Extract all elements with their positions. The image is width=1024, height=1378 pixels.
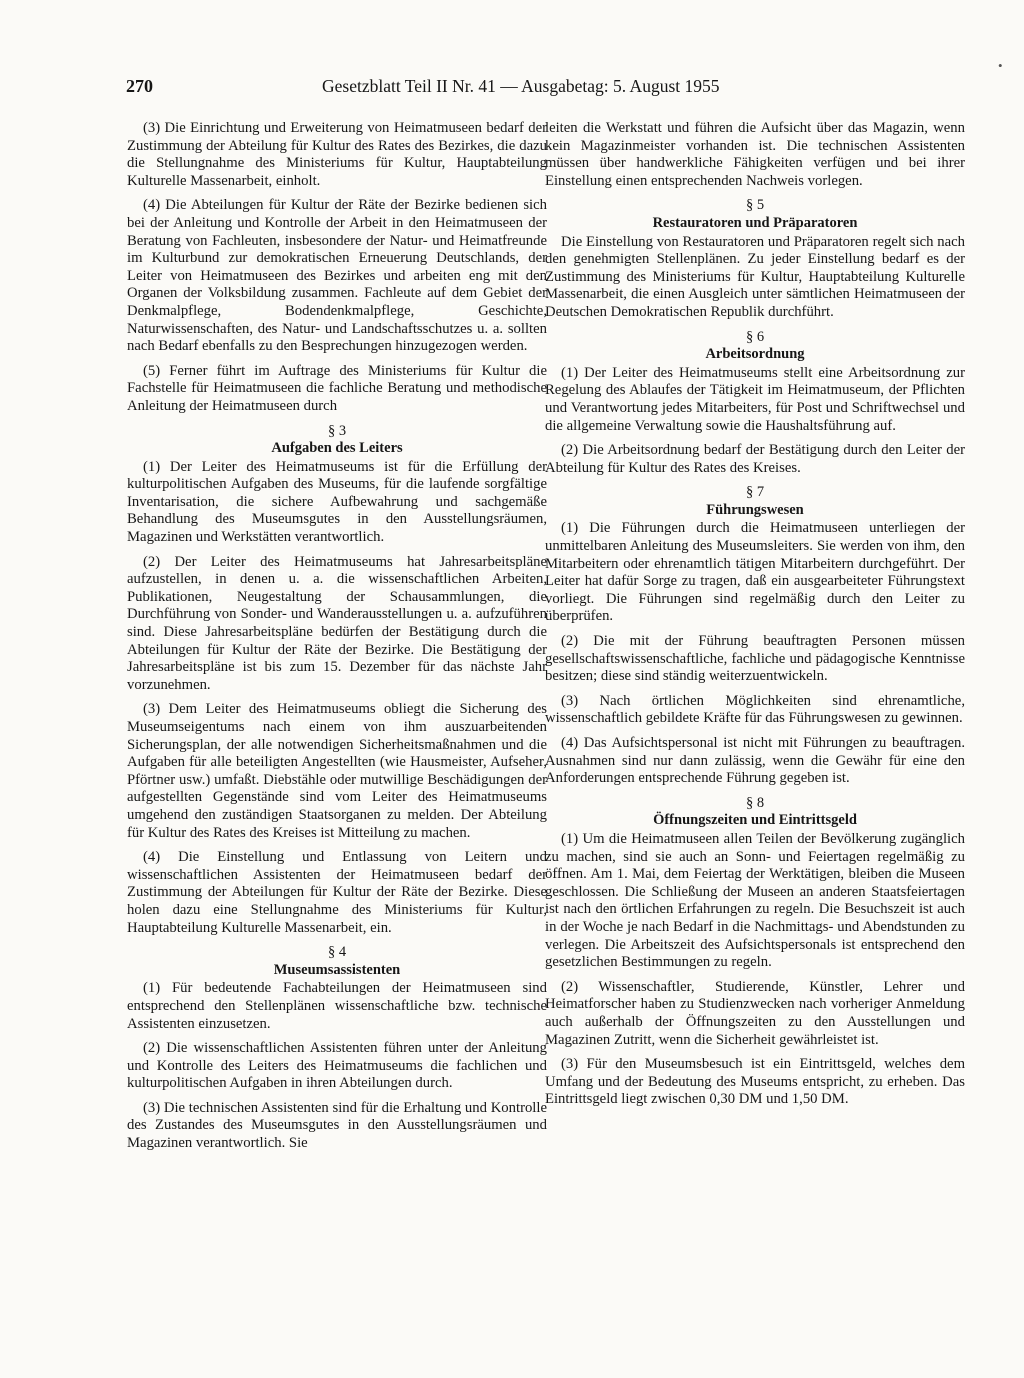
section-number: § 8: [745, 794, 765, 811]
paragraph-continuation: leiten die Werkstatt und führen die Aufsicht über das Magazin, wenn kein Magazinmeister vorhanden ist. Die technischen Assistenten müssen über handwerkliche Fähigkeiten verfügen und bei ihrer Einstellung einen entsprechenden Nachweis vorlegen.: [545, 120, 965, 189]
paragraph: (5) Ferner führt im Auftrage des Ministeriums für Kultur die Fachstelle für Heimatmuseen die fachliche Beratung und methodische Anleitung der Heimatmuseen durch: [127, 362, 547, 414]
section-title: Museumsassistenten: [273, 961, 401, 978]
paragraph: (2) Die mit der Führung beauftragten Personen müssen gesellschaftswissenschaftliche, fachliche und pädagogische Kenntnisse besitzen; diese sind ständig weiterzuentwickeln.: [545, 633, 965, 685]
header-title: Gesetzblatt Teil II Nr. 41 — Ausgabetag: 5. August 1955: [322, 76, 720, 96]
left-column: [127, 120, 547, 1160]
section-number: § 7: [745, 484, 765, 501]
paragraph: (3) Die Einrichtung und Erweiterung von Heimatmuseen bedarf der Zustimmung der Abteilung für Kultur des Rates des Bezirkes, die dazu die Stellungnahme des Ministeriums für Kultur, Hauptabteilung Kulturelle Massenarbeit, einholt.: [127, 120, 547, 189]
paragraph: (2) Die Arbeitsordnung bedarf der Bestätigung durch den Leiter der Abteilung für Kultur des Rates des Kreises.: [545, 442, 965, 476]
section-title: Aufgaben des Leiters: [271, 440, 403, 457]
edge-mark: •: [998, 58, 1003, 73]
page-header: [126, 76, 786, 100]
paragraph: (3) Dem Leiter des Heimatmuseums obliegt die Sicherung des Museumseigentums nach einem von ihm auszuarbeitenden Sicherungsplan, der alle notwendigen Sicherheitsmaßnahmen und die Aufgaben für alle beteiligten Angestellten (wie Hausmeister, Aufseher, Pförtner usw.) umfaßt. Diebstähle oder mutwillige Beschädigungen der aufgestellten Gegenstände sind vom Leiter des Heimatmuseums umgehend den zuständigen Staatsorganen zu melden. Der Abteilung für Kultur des Rates des Kreises ist Mitteilung zu machen.: [127, 701, 547, 841]
section-number: § 5: [745, 197, 765, 214]
paragraph: (4) Die Abteilungen für Kultur der Räte der Bezirke bedienen sich bei der Anleitung und Kontrolle der Arbeit in den Heimatmuseen der Beratung von Fachleuten, insbesondere der Natur- und Heimatfreunde im Kulturbund zur demokratischen Erneuerung Deutschlands, der Leiter von Heimatmuseen des Bezirkes und arbeiten eng mit den Organen der Volksbildung zusammen. Fachleute auf dem Gebiet der Denkmalpflege, Bodendenkmalpflege, Geschichte, Naturwissenschaften, des Natur- und Landschaftsschutzes u. a. sollten nach Bedarf ebenfalls zu den Besprechungen hinzugezogen werden.: [127, 197, 547, 355]
paragraph: (2) Der Leiter des Heimatmuseums hat Jahresarbeitspläne aufzustellen, in denen u. a. die wissenschaftlichen Arbeiten, Publikationen, Neugestaltung der Schausammlungen, die Durchführung von Sonder- und Wanderausstellungen u. a. aufzuführen sind. Diese Jahresarbeitspläne bedürfen der Bestätigung durch die Abteilungen für Kultur der Räte der Bezirke. Die Bestätigung der Jahresarbeitspläne ist bis zum 15. Dezember für das nächste Jahr vorzunehmen.: [127, 553, 547, 693]
paragraph: (1) Der Leiter des Heimatmuseums ist für die Erfüllung der kulturpolitischen Aufgaben des Museums, für die laufende sorgfältige Inventarisation, die sichere Aufbewahrung und sachgemäße Behandlung des Museumsgutes in den Ausstellungsräumen, Magazinen und Werkstätten verantwortlich.: [127, 458, 547, 546]
paragraph: (3) Die technischen Assistenten sind für die Erhaltung und Kontrolle des Zustandes des Museumsgutes in den Ausstellungsräumen und Magazinen verantwortlich. Sie: [127, 1099, 547, 1152]
paragraph: (4) Die Einstellung und Entlassung von Leitern und wissenschaftlichen Assistenten der Heimatmuseen bedarf der Zustimmung der Abteilungen für Kultur der Räte der Bezirke. Diese holen dazu eine Stellungnahme des Ministeriums für Kultur, Hauptabteilung Kulturelle Massenarbeit, ein.: [127, 849, 547, 936]
paragraph: (1) Für bedeutende Fachabteilungen der Heimatmuseen sind entsprechend den Stellenplänen wissenschaftliche bzw. technische Assistenten einzusetzen.: [127, 980, 547, 1032]
paragraph: (1) Der Leiter des Heimatmuseums stellt eine Arbeitsordnung zur Regelung des Ablaufes der Tätigkeit im Heimatmuseum, der Pflichten und Verantwortung jedes Mitarbeiters, für Post und Schriftwechsel und die allgemeine Verwaltung sowie die Haushaltsführung auf.: [545, 364, 965, 434]
section-title: Arbeitsordnung: [705, 346, 805, 363]
paragraph: (3) Nach örtlichen Möglichkeiten sind ehrenamtliche, wissenschaftlich gebildete Kräfte für das Führungswesen zu gewinnen.: [545, 692, 965, 727]
paragraph: (2) Wissenschaftler, Studierende, Künstler, Lehrer und Heimatforscher haben zu Studienzwecken nach vorheriger Anmeldung auch außerhalb der Öffnungszeiten zu den Ausstellungen und Magazinen Zutritt, wenn die Sicherheit gewährleistet ist.: [545, 978, 965, 1048]
section-number: § 6: [745, 328, 765, 345]
page-number: 270: [126, 76, 153, 96]
paragraph: (1) Die Führungen durch die Heimatmuseen unterliegen der unmittelbaren Anleitung des Museumsleiters. Sie werden von ihm, den Mitarbeitern oder ehrenamtlich tätigen Mitarbeitern durchgeführt. Der Leiter hat dafür Sorge zu tragen, daß ein ausgearbeiteter Führungstext vorliegt. Die Führungen sind regelmäßig durch den Leiter zu überprüfen.: [545, 520, 965, 625]
right-column: [545, 120, 965, 1116]
section-title: Restauratoren und Präparatoren: [652, 214, 858, 231]
paragraph: (3) Für den Museumsbesuch ist ein Eintrittsgeld, welches dem Umfang und der Bedeutung des Museums entspricht, zu erheben. Das Eintrittsgeld liegt zwischen 0,30 DM und 1,50 DM.: [545, 1056, 965, 1108]
section-title: Führungswesen: [706, 501, 804, 518]
section-number: § 4: [327, 944, 347, 961]
paragraph: (4) Das Aufsichtspersonal ist nicht mit Führungen zu beauftragen. Ausnahmen sind nur dann zulässig, wenn die Gewähr für eine den Anforderungen entsprechende Führung gegeben ist.: [545, 735, 965, 787]
section-title: Öffnungszeiten und Eintrittsgeld: [653, 812, 857, 829]
paragraph: (2) Die wissenschaftlichen Assistenten führen unter der Anleitung und Kontrolle des Leiters des Heimatmuseums die fachlichen und kulturpolitischen Aufgaben in ihren Abteilungen durch.: [127, 1040, 547, 1092]
section-number: § 3: [327, 422, 347, 439]
paragraph: Die Einstellung von Restauratoren und Präparatoren regelt sich nach den genehmigten Stellenplänen. Zu jeder Einstellung bedarf es der Zustimmung des Ministeriums für Kultur, Hauptabteilung Kulturelle Massenarbeit, die einen Ausgleich unter sämtlichen Heimatmuseen der Deutschen Demokratischen Republik durchführt.: [545, 233, 965, 320]
paragraph: (1) Um die Heimatmuseen allen Teilen der Bevölkerung zugänglich zu machen, sind sie auch an Sonn- und Feiertagen regelmäßig zu öffnen. Am 1. Mai, dem Feiertag der Werktätigen, bleiben die Museen geschlossen. Die Schließung der Museen an anderen Staatsfeiertagen ist nach den örtlichen Erfahrungen zu regeln. Die Besuchszeit ist auch in der Woche je nach Bedarf in die Nachmittags- und Abendstunden zu verlegen. Die Arbeitszeit des Aufsichtspersonals ist entsprechend den gesetzlichen Bestimmungen zu regeln.: [545, 830, 965, 971]
